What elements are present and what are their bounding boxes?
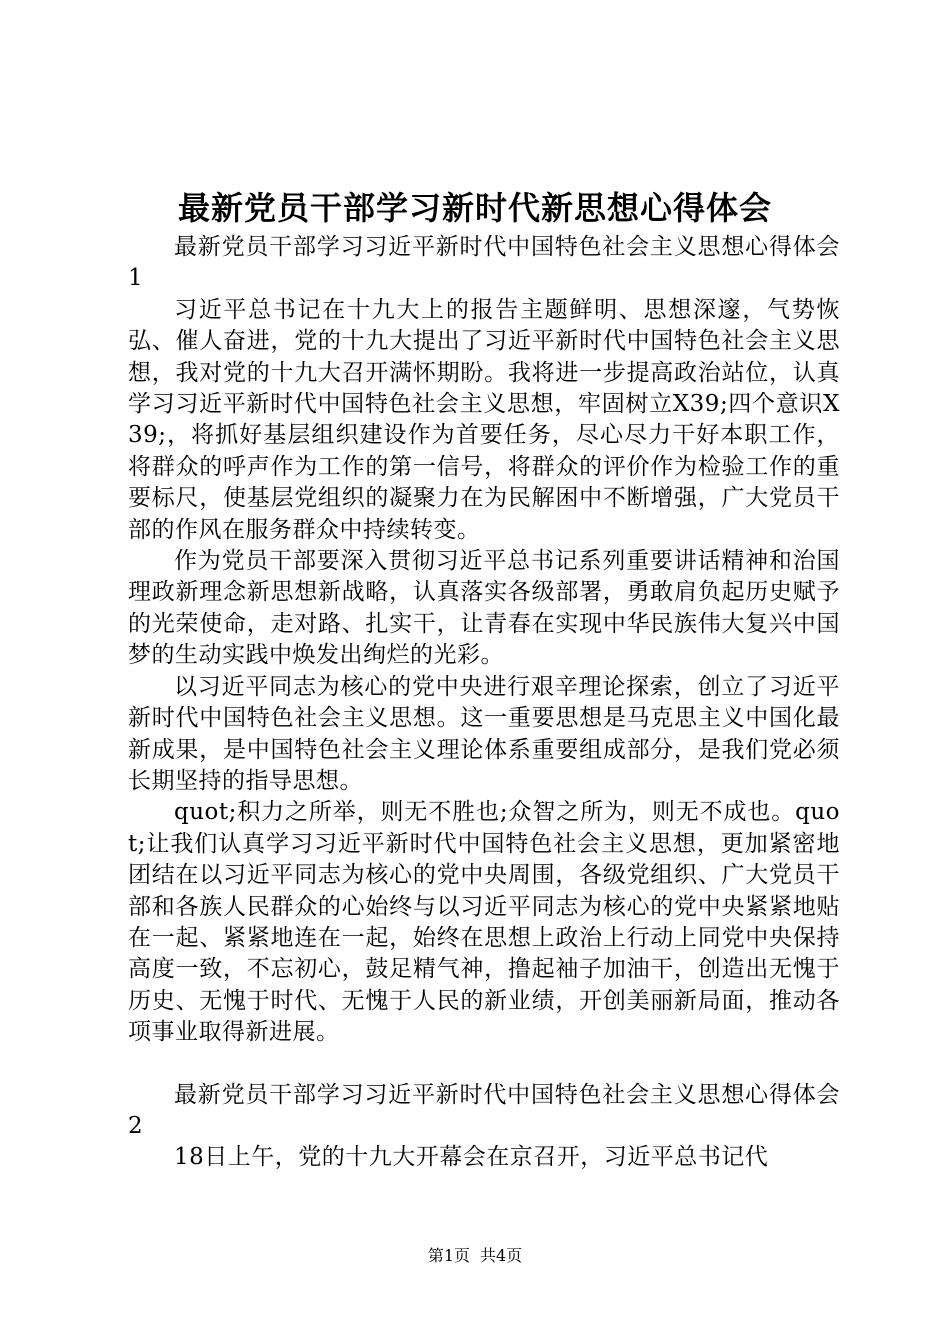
section-heading-2: 最新党员干部学习习近平新时代中国特色社会主义思想心得体会2 <box>128 1081 840 1139</box>
document-title: 最新党员干部学习新时代新思想心得体会 <box>177 189 772 227</box>
page-footer <box>0 1244 950 1268</box>
body-paragraph: 18日上午，党的十九大开幕会在京召开，习近平总书记代 <box>174 1144 769 1171</box>
body-paragraph: 作为党员干部要深入贯彻习近平总书记系列重要讲话精神和治国理政新理念新思想新战略，认真落实各级部署，勇敢肩负起历史赋予的光荣使命，走对路、扎实干，让青春在实现中华民族伟大复兴中国梦的生动实践中焕发出绚烂的光彩。 <box>128 548 840 669</box>
body-paragraph: 以习近平同志为核心的党中央进行艰辛理论探索，创立了习近平新时代中国特色社会主义思想。这一重要思想是马克思主义中国化最新成果，是中国特色社会主义理论体系重要组成部分，是我们党必须长期坚持的指导思想。 <box>128 673 840 794</box>
section-heading-1: 最新党员干部学习习近平新时代中国特色社会主义思想心得体会1 <box>128 234 840 292</box>
page-number: 第1页 <box>427 1246 470 1265</box>
paragraph-spacer <box>128 1049 840 1080</box>
document-body <box>128 232 840 1174</box>
body-paragraph: 习近平总书记在十九大上的报告主题鲜明、思想深邃，气势恢弘、催人奋进，党的十九大提出了习近平新时代中国特色社会主义思想，我对党的十九大召开满怀期盼。我将进一步提高政治站位，认真学习习近平新时代中国特色社会主义思想，牢固树立X39;四个意识X39;，将抓好基层组织建设作为首要任务，尽心尽力干好本职工作，将群众的呼声作为工作的第一信号，将群众的评价作为检验工作的重要标尺，使基层党组织的凝聚力在为民解困中不断增强，广大党员干部的作风在服务群众中持续转变。 <box>128 296 840 543</box>
body-paragraph: quot;积力之所举，则无不胜也;众智之所为，则无不成也。quot;让我们认真学习习近平新时代中国特色社会主义思想，更加紧密地团结在以习近平同志为核心的党中央周围，各级党组织、广大党员干部和各族人民群众的心始终与以习近平同志为核心的党中央紧紧地贴在一起、紧紧地连在一起，始终在思想上政治上行动上同党中央保持高度一致，不忘初心，鼓足精气神，撸起袖子加油干，创造出无愧于历史、无愧于时代、无愧于人民的新业绩，开创美丽新局面，推动各项事业取得新进展。 <box>128 799 840 1046</box>
page-total: 共4页 <box>480 1246 523 1265</box>
